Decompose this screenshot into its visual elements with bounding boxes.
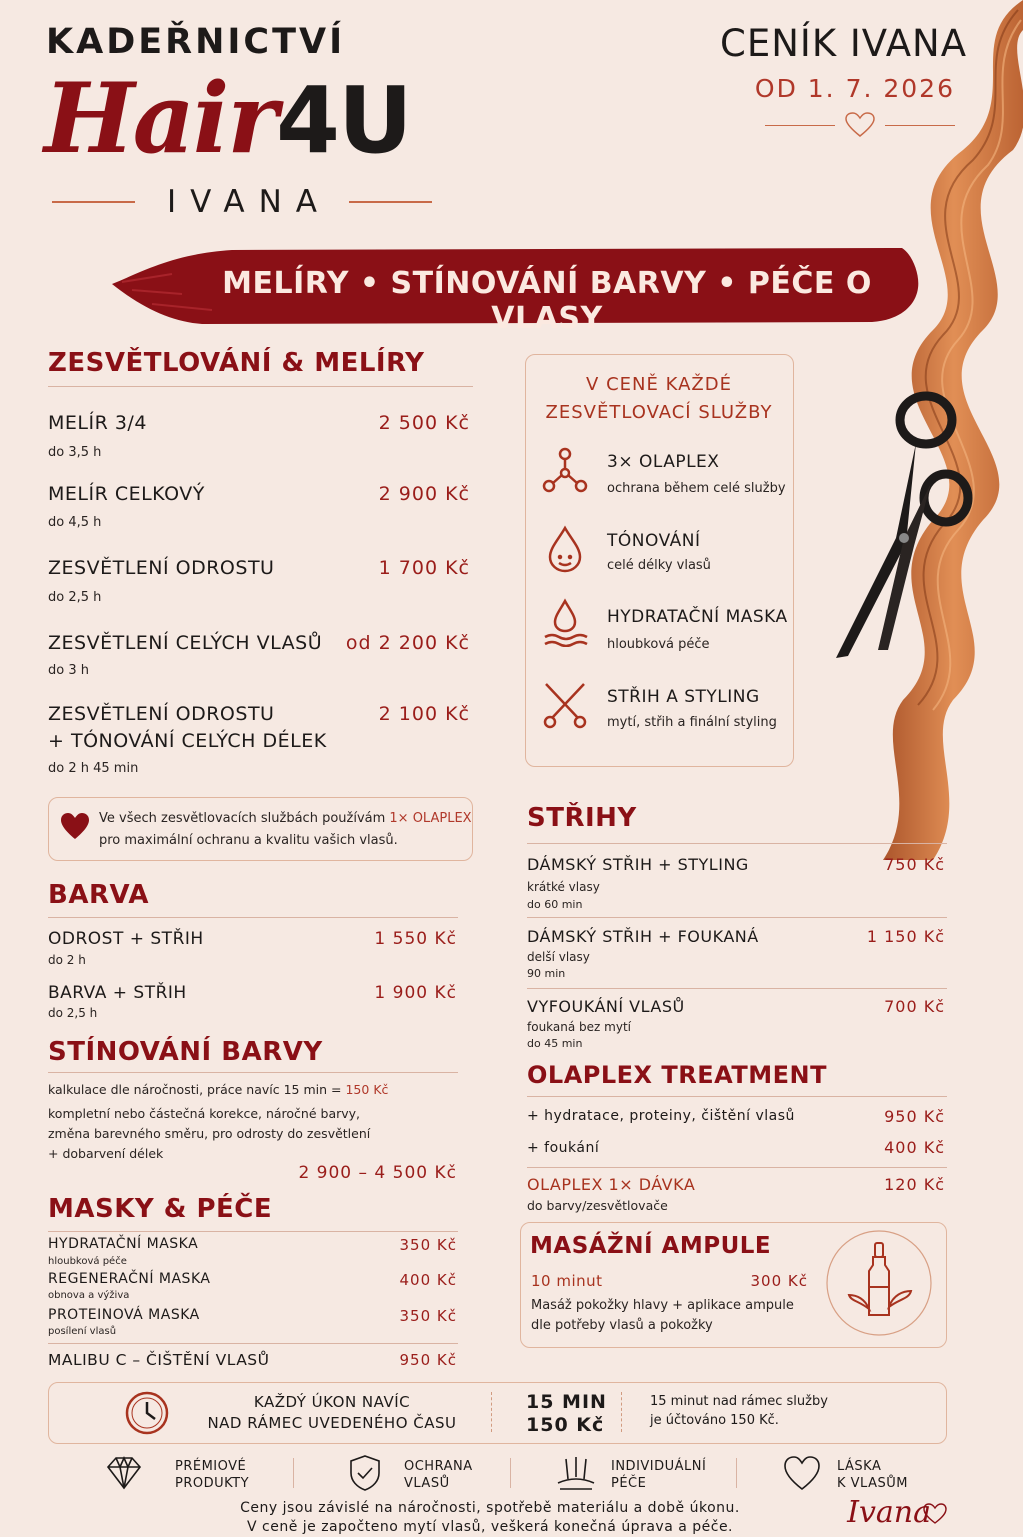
scalp-icon: [556, 1453, 596, 1493]
mask-name: HYDRATAČNÍ MASKA: [48, 1236, 199, 1252]
heart-icon: [782, 1453, 822, 1493]
extra-left-line2: NAD RÁMEC UVEDENÉHO ČASU: [207, 1414, 457, 1432]
olaplex-item-name: + foukání: [527, 1140, 600, 1156]
cut-sub: delší vlasy: [527, 950, 590, 964]
section-divider: [527, 1096, 947, 1097]
brand-sub-row: [52, 184, 432, 220]
divider-line: [52, 201, 135, 203]
service-name: MELÍR 3/4: [48, 412, 147, 434]
scissors-decoration-icon: [826, 388, 976, 668]
signature-heart-icon: [923, 1503, 947, 1525]
section-title-stinovani: STÍNOVÁNÍ BARVY: [48, 1037, 323, 1067]
feature-divider: [293, 1458, 294, 1488]
feature-line1: PRÉMIOVÉ: [175, 1459, 247, 1474]
section-divider: [48, 917, 458, 918]
section-divider: [48, 1072, 458, 1073]
drop-face-icon: [540, 524, 590, 574]
service-name: ZESVĚTLENÍ ODROSTU: [48, 557, 275, 579]
section-divider: [527, 843, 947, 844]
service-duration: do 2,5 h: [48, 1006, 98, 1020]
mask-price: 350 Kč: [399, 1236, 457, 1254]
service-name: ZESVĚTLENÍ CELÝCH VLASŮ: [48, 632, 323, 654]
dashed-divider: [621, 1392, 622, 1432]
ampule-desc1: Masáž pokožky hlavy + aplikace ampule: [531, 1298, 794, 1313]
ampule-title: MASÁŽNÍ AMPULE: [530, 1233, 772, 1259]
service-duration: do 3 h: [48, 663, 89, 678]
section-title-barva: BARVA: [48, 880, 149, 910]
included-name: HYDRATAČNÍ MASKA: [607, 607, 788, 627]
olaplex-item-price: 400 Kč: [884, 1138, 945, 1157]
divider-line: [885, 125, 955, 126]
feature-line1: OCHRANA: [404, 1459, 473, 1474]
feature-line2: VLASŮ: [404, 1476, 450, 1491]
included-name: STŘIH A STYLING: [607, 687, 760, 707]
mask-sub: hloubková péče: [48, 1256, 127, 1267]
divider-line: [765, 125, 835, 126]
service-price: od 2 200 Kč: [345, 632, 470, 654]
feature-line2: PRODUKTY: [175, 1476, 250, 1491]
cenik-heart-divider: [765, 112, 955, 138]
extra-left-line1: KAŽDÝ ÚKON NAVÍC: [253, 1393, 411, 1411]
divider-line: [349, 201, 432, 203]
included-sub: celé délky vlasů: [607, 558, 711, 573]
service-duration: do 3,5 h: [48, 445, 102, 460]
section-title-strihy: STŘIHY: [527, 803, 637, 833]
service-name: BARVA + STŘIH: [48, 983, 187, 1003]
feature-line2: PÉČE: [611, 1476, 647, 1491]
cut-duration: do 45 min: [527, 1037, 583, 1050]
feature-line2: K VLASŮM: [837, 1476, 908, 1491]
calc-accent: 150 Kč: [345, 1082, 389, 1097]
extra-right-line2: je účtováno 150 Kč.: [650, 1413, 779, 1428]
extra-mid-line2: 150 Kč: [526, 1414, 605, 1436]
logo-hair-text: Hair: [44, 62, 276, 175]
service-price: 2 500 Kč: [378, 412, 470, 434]
mask-price: 400 Kč: [399, 1271, 457, 1289]
logo-4u-text: 4U: [275, 67, 411, 174]
olaplex-davka-sub: do barvy/zesvětlovače: [527, 1198, 668, 1213]
included-sub: ochrana během celé služby: [607, 481, 786, 496]
services-banner: [112, 244, 922, 336]
cut-duration: do 60 min: [527, 898, 583, 911]
scissors-icon: [540, 680, 590, 730]
mask-price: 350 Kč: [399, 1307, 457, 1325]
section-divider: [527, 1167, 947, 1168]
feature-divider: [510, 1458, 511, 1488]
cut-name: DÁMSKÝ STŘIH + FOUKANÁ: [527, 927, 759, 946]
bottom-note-line1: Ceny jsou závislé na náročnosti, spotřebě materiálu a době úkonu.: [240, 1500, 740, 1516]
section-divider: [48, 386, 473, 387]
section-title-masky: MASKY & PÉČE: [48, 1194, 273, 1224]
included-title-line2: ZESVĚTLOVACÍ SLUŽBY: [545, 402, 773, 423]
feature-line1: INDIVIDUÁLNÍ: [611, 1459, 707, 1474]
heart-filled-icon: [60, 812, 90, 840]
calc-text: kalkulace dle náročnosti, práce navíc 15 min =: [48, 1082, 346, 1097]
section-title-zesvetlovani: ZESVĚTLOVÁNÍ & MELÍRY: [48, 348, 425, 378]
service-duration: do 2 h 45 min: [48, 761, 139, 776]
mask-sub: posílení vlasů: [48, 1326, 117, 1337]
cut-duration: 90 min: [527, 967, 566, 980]
cut-name: VYFOUKÁNÍ VLASŮ: [527, 997, 685, 1016]
cut-sub: krátké vlasy: [527, 880, 600, 894]
service-duration: do 4,5 h: [48, 515, 102, 530]
ampule-bottle-icon: [825, 1229, 933, 1337]
section-title-olaplex: OLAPLEX TREATMENT: [527, 1061, 827, 1089]
cut-sub: foukaná bez mytí: [527, 1020, 631, 1034]
included-sub: mytí, střih a finální styling: [607, 715, 777, 730]
malibu-price: 950 Kč: [399, 1351, 457, 1369]
cut-price: 700 Kč: [884, 997, 945, 1016]
olaplex-note-line1: [99, 808, 472, 830]
service-name: ODROST + STŘIH: [48, 929, 204, 949]
stinovani-price: 2 900 – 4 500 Kč: [298, 1163, 457, 1183]
section-divider: [527, 988, 947, 989]
section-divider: [527, 917, 947, 918]
mask-sub: obnova a výživa: [48, 1290, 130, 1301]
included-name: TÓNOVÁNÍ: [607, 531, 701, 551]
service-price: 1 550 Kč: [374, 929, 457, 949]
included-name: 3× OLAPLEX: [607, 452, 720, 472]
service-price: 2 100 Kč: [378, 703, 470, 725]
dashed-divider: [491, 1392, 492, 1432]
cenik-title: CENÍK IVANA: [720, 22, 967, 65]
included-sub: hloubková péče: [607, 637, 710, 652]
note-accent: 1× OLAPLEX: [389, 811, 472, 826]
cenik-date: OD 1. 7. 2026: [754, 74, 955, 103]
feature-line1: LÁSKA: [837, 1459, 882, 1474]
diamond-icon: [104, 1453, 144, 1493]
banner-text: MELÍRY • STÍNOVÁNÍ BARVY • PÉČE O VLASY: [222, 266, 872, 336]
mask-name: REGENERAČNÍ MASKA: [48, 1271, 211, 1287]
ampule-desc2: dle potřeby vlasů a pokožky: [531, 1318, 713, 1333]
molecule-icon: [540, 446, 590, 496]
signature: Ivana: [847, 1495, 931, 1530]
note-text: Ve všech zesvětlovacích službách používám: [99, 811, 390, 826]
stinovani-desc1: kompletní nebo částečná korekce, náročné barvy,: [48, 1106, 361, 1121]
extra-mid-line1: 15 MIN: [526, 1391, 607, 1413]
brand-logo: [44, 64, 411, 176]
heart-outline-icon: [845, 112, 875, 138]
stinovani-desc2: změna barevného směru, pro odrosty do zesvětlení: [48, 1126, 371, 1141]
feature-divider: [736, 1458, 737, 1488]
service-name: ZESVĚTLENÍ ODROSTU: [48, 703, 275, 725]
section-divider: [48, 1343, 458, 1344]
service-name: MELÍR CELKOVÝ: [48, 483, 205, 505]
olaplex-item-name: + hydratace, proteiny, čištění vlasů: [527, 1108, 795, 1124]
service-price: 1 900 Kč: [374, 983, 457, 1003]
extra-right-line1: 15 minut nad rámec služby: [650, 1394, 828, 1409]
cut-name: DÁMSKÝ STŘIH + STYLING: [527, 855, 749, 874]
service-price: 1 700 Kč: [378, 557, 470, 579]
ampule-time: 10 minut: [531, 1272, 603, 1290]
section-divider: [48, 1231, 458, 1232]
stinovani-desc3: + dobarvení délek: [48, 1146, 164, 1161]
olaplex-item-price: 950 Kč: [884, 1107, 945, 1126]
olaplex-davka-name: OLAPLEX 1× DÁVKA: [527, 1175, 696, 1194]
olaplex-note-line2: pro maximální ochranu a kvalitu vašich vlasů.: [99, 833, 398, 848]
service-duration: do 2 h: [48, 953, 86, 967]
service-duration: do 2,5 h: [48, 590, 102, 605]
clock-icon: [124, 1390, 170, 1436]
service-price: 2 900 Kč: [378, 483, 470, 505]
ampule-price: 300 Kč: [750, 1272, 808, 1290]
cut-price: 1 150 Kč: [866, 927, 945, 946]
shield-check-icon: [345, 1453, 385, 1493]
service-name-line2: + TÓNOVÁNÍ CELÝCH DÉLEK: [48, 730, 327, 752]
olaplex-davka-price: 120 Kč: [884, 1175, 945, 1194]
mask-name: PROTEINOVÁ MASKA: [48, 1307, 200, 1323]
brand-top-text: KADEŘNICTVÍ: [46, 22, 346, 62]
stinovani-calc: [48, 1079, 388, 1101]
malibu-name: MALIBU C – ČIŠTĚNÍ VLASŮ: [48, 1351, 270, 1369]
bottom-note-line2: V ceně je započteno mytí vlasů, veškerá konečná úprava a péče.: [246, 1519, 734, 1535]
cut-price: 750 Kč: [884, 855, 945, 874]
drop-wave-icon: [540, 597, 590, 647]
included-title-line1: V CENĚ KAŽDÉ: [586, 374, 732, 395]
brand-sub-text: IVANA: [167, 184, 331, 220]
